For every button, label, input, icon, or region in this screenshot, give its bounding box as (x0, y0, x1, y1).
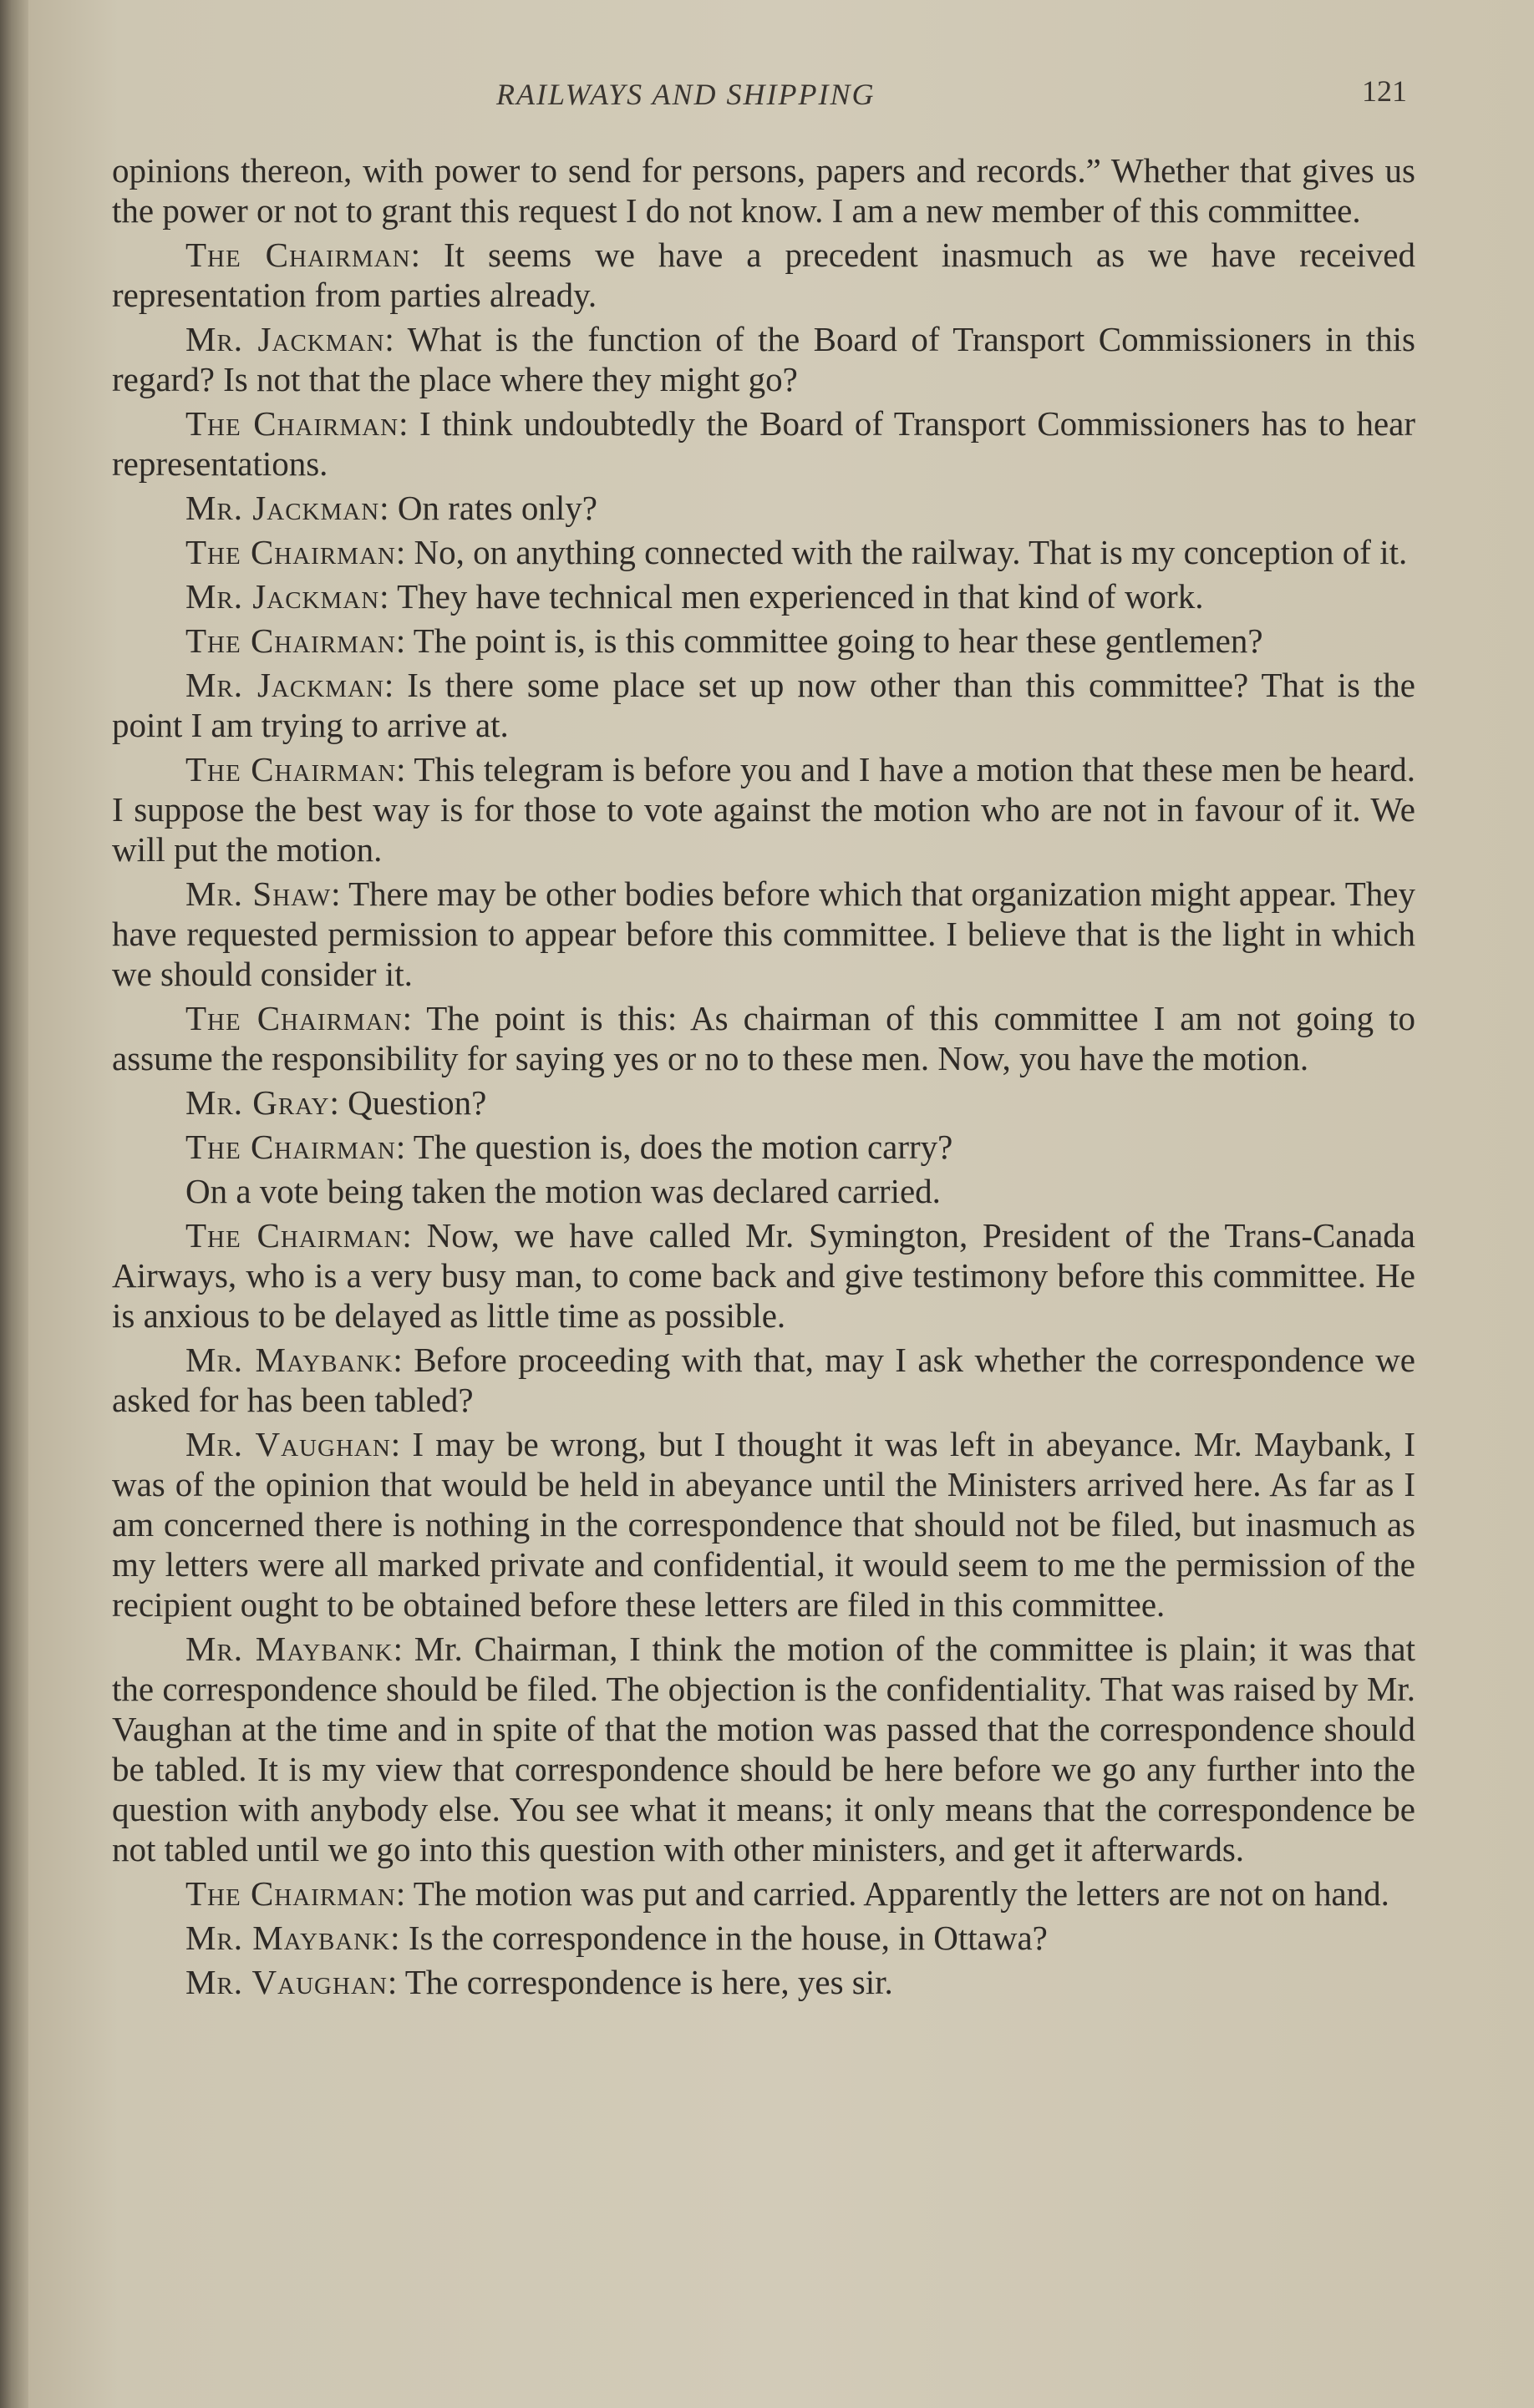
speaker-name: Mr. Jackman (185, 320, 385, 358)
paragraph: The Chairman: It seems we have a precedent inasmuch as we have received representation from parties already. (112, 236, 1415, 314)
paragraph: Mr. Shaw: There may be other bodies before which that organization might appear. They have requested permission to appear before this committee. I believe that is the light in which we should consider it. (112, 874, 1415, 993)
paragraph-text: There may be other bodies before which that organization might appear. They have requested permission to appear before this committee. I believe that is the light in which we should consider it. (112, 874, 1415, 993)
paragraph (112, 1171, 1415, 1211)
paragraph: The Chairman: The question is, does the motion carry? (185, 1128, 953, 1166)
speaker-name: Mr. Maybank (185, 1919, 391, 1957)
paragraph (112, 150, 1415, 231)
page-number: 121 (1362, 74, 1407, 108)
paragraph: The Chairman: I think undoubtedly the Board of Transport Commissioners has to hear representations. (112, 404, 1415, 483)
paragraph-text: The point is, is this committee going to hear these gentlemen? (413, 621, 1263, 660)
paragraph-text: On a vote being taken the motion was declared carried. (185, 1172, 941, 1210)
paragraph-text: Now, we have called Mr. Symington, President of the Trans-Canada Airways, who is a very busy man, to come back and give testimony before this committee. He is anxious to be delayed as little time as possible. (112, 1216, 1415, 1335)
speaker-name: The Chairman (185, 750, 397, 788)
speaker-name: Mr. Gray (185, 1083, 330, 1122)
paragraph-text: I may be wrong, but I thought it was left in abeyance. Mr. Maybank, I was of the opinion that would be held in abeyance until the Ministers arrived here. As far as I am concerned there is nothing in the correspondence that should not be filed, but inasmuch as my letters were all marked private and confidential, it would seem to me the permission of the recipient ought to be obtained before these letters are filed in this committee. (112, 1425, 1416, 1624)
book-spine-shadow (0, 0, 28, 2408)
speaker-name: Mr. Jackman (185, 577, 380, 616)
paragraph-text: This telegram is before you and I have a motion that these men be heard. I suppose the best way is for those to vote against the motion who are not in favour of it. We will put the motion. (112, 750, 1415, 869)
paragraph: The Chairman: Now, we have called Mr. Symington, President of the Trans-Canada Airways, who is a very busy man, to come back and give testimony before this committee. He is anxious to be delayed as little time as possible. (112, 1216, 1415, 1335)
paragraph-text: Is the correspondence in the house, in Ottawa? (408, 1919, 1048, 1957)
paragraph: Mr. Jackman: They have technical men experienced in that kind of work. (185, 577, 1204, 616)
paragraph: Mr. Jackman: Is there some place set up now other than this committee? That is the point I am trying to arrive at. (112, 666, 1416, 744)
paragraph: The Chairman: The motion was put and carried. Apparently the letters are not on hand. (185, 1874, 1389, 1913)
paragraph: Mr. Jackman: What is the function of the Board of Transport Commissioners in this regard? Is not that the place where they might go? (112, 320, 1415, 398)
speaker-name: The Chairman (185, 621, 396, 660)
paragraph-text: The motion was put and carried. Apparently the letters are not on hand. (413, 1874, 1389, 1913)
paragraph-text: I think undoubtedly the Board of Transport Commissioners has to hear representations. (112, 404, 1415, 483)
paragraph-text: What is the function of the Board of Transport Commissioners in this regard? Is not that the place where they might go? (112, 320, 1415, 398)
paragraph-text: The point is this: As chairman of this committee I am not going to assume the responsibility for saying yes or no to these men. Now, you have the motion. (112, 999, 1415, 1077)
speaker-name: The Chairman (185, 1128, 396, 1166)
speaker-name: The Chairman (185, 1874, 396, 1913)
speaker-name: Mr. Maybank (185, 1341, 394, 1379)
speaker-name: Mr. Jackman (185, 666, 384, 704)
speaker-name: Mr. Vaughan (185, 1963, 388, 2001)
paragraph: Mr. Maybank: Mr. Chairman, I think the motion of the committee is plain; it was that the correspondence should be filed. The objection is the confidentiality. That was raised by Mr. Vaughan at the time and in spite of that the motion was passed that the correspondence should be tabled. It is my view that correspondence should be here before we go any further into the question with anybody else. You see what it means; it only means that the correspondence be not tabled until we go into this question with other ministers, and get it afterwards. (112, 1630, 1415, 1868)
speaker-name: Mr. Vaughan (185, 1425, 391, 1463)
paragraph: The Chairman: No, on anything connected with the railway. That is my conception of it. (185, 533, 1408, 571)
paragraph: Mr. Maybank: Before proceeding with that, may I ask whether the correspondence we asked for has been tabled? (112, 1341, 1415, 1419)
paragraph: Mr. Vaughan: The correspondence is here, yes sir. (185, 1963, 893, 2001)
paragraph: The Chairman: The point is, is this committee going to hear these gentlemen? (185, 621, 1263, 660)
paragraph-text: Before proceeding with that, may I ask whether the correspondence we asked for has been tabled? (112, 1341, 1415, 1419)
paragraph-text: Mr. Chairman, I think the motion of the committee is plain; it was that the correspondence should be filed. The objection is the confidentiality. That was raised by Mr. Vaughan at the time and in spite of that the motion was passed that the correspondence should be tabled. It is my view that correspondence should be here before we go any further into the question with anybody else. You see what it means; it only means that the correspondence be not tabled until we go into this question with other ministers, and get it afterwards. (112, 1630, 1415, 1868)
speaker-name: The Chairman (185, 236, 411, 274)
speaker-name: The Chairman (185, 1216, 403, 1255)
paragraph-text: No, on anything connected with the railway. That is my conception of it. (414, 533, 1408, 571)
running-head: RAILWAYS AND SHIPPING (496, 78, 876, 111)
paragraph-text: Question? (348, 1083, 487, 1122)
paragraph-text: It seems we have a precedent inasmuch as we have received representation from parties already. (112, 236, 1415, 314)
paragraph-text: The question is, does the motion carry? (413, 1128, 953, 1166)
paragraph: Mr. Gray: Question? (185, 1083, 487, 1122)
paragraph-text: Is there some place set up now other than this committee? That is the point I am trying to arrive at. (112, 666, 1416, 744)
speaker-name: Mr. Maybank (185, 1630, 394, 1668)
paragraph: Mr. Maybank: Is the correspondence in the house, in Ottawa? (185, 1919, 1048, 1957)
speaker-name: The Chairman (185, 999, 403, 1037)
transcript-body (112, 150, 1415, 2006)
speaker-name: The Chairman (185, 533, 396, 571)
paragraph: The Chairman: This telegram is before you and I have a motion that these men be heard. I suppose the best way is for those to vote against the motion who are not in favour of it. We will put the motion. (112, 750, 1415, 869)
paragraph: Mr. Vaughan: I may be wrong, but I thought it was left in abeyance. Mr. Maybank, I was of the opinion that would be held in abeyance until the Ministers arrived here. As far as I am concerned there is nothing in the correspondence that should not be filed, but inasmuch as my letters were all marked private and confidential, it would seem to me the permission of the recipient ought to be obtained before these letters are filed in this committee. (112, 1425, 1416, 1624)
paragraph: The Chairman: The point is this: As chairman of this committee I am not going to assume the responsibility for saying yes or no to these men. Now, you have the motion. (112, 999, 1415, 1077)
paragraph-text: opinions thereon, with power to send for persons, papers and records.” Whether that gives us the power or not to grant this request I do not know. I am a new member of this committee. (112, 151, 1415, 230)
speaker-name: The Chairman (185, 404, 399, 443)
speaker-name: Mr. Shaw (185, 874, 332, 913)
book-page (28, 0, 1534, 2408)
paragraph-text: They have technical men experienced in that kind of work. (397, 577, 1204, 616)
paragraph-text: On rates only? (397, 489, 597, 527)
paragraph-text: The correspondence is here, yes sir. (404, 1963, 893, 2001)
paragraph: Mr. Jackman: On rates only? (185, 489, 597, 527)
speaker-name: Mr. Jackman (185, 489, 380, 527)
